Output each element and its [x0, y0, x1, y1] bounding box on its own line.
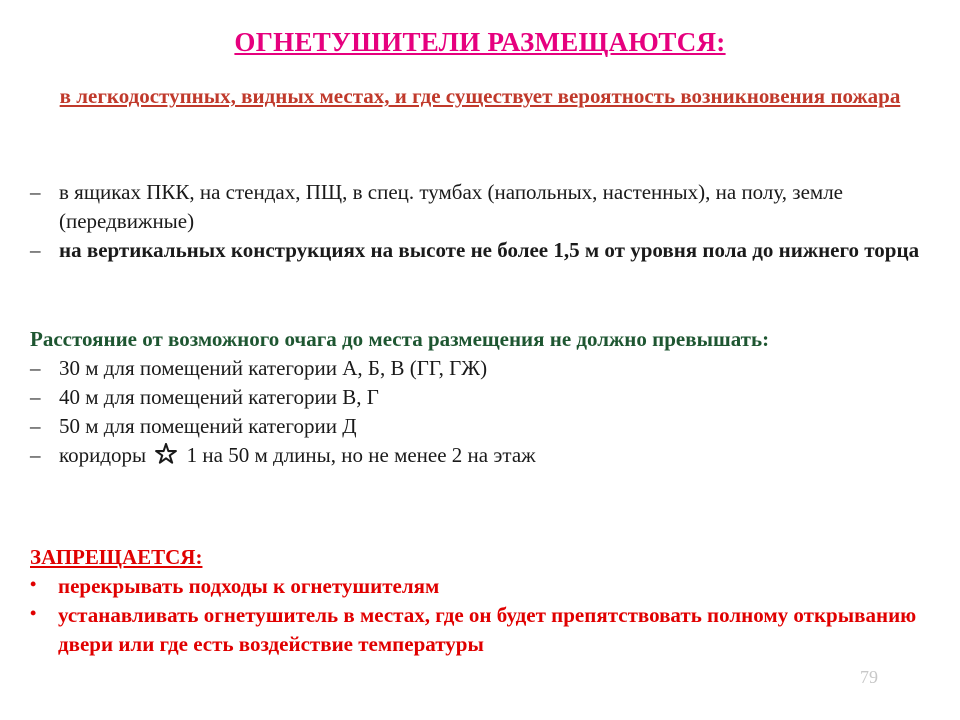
- dash-icon: –: [30, 385, 41, 409]
- corridor-label: коридоры: [59, 443, 147, 467]
- list-item-text: устанавливать огнетушитель в местах, где он будет препятствовать полному открыванию двери или где есть воздействие температуры: [58, 603, 917, 656]
- list-item: [30, 178, 930, 236]
- list-item: [30, 236, 930, 265]
- dash-icon: –: [30, 414, 41, 438]
- bullet-icon: •: [30, 603, 37, 623]
- list-item-text: 30 м для помещений категории А, Б, В (ГГ, ГЖ): [59, 356, 488, 380]
- list-item: [30, 601, 930, 659]
- list-item: [30, 412, 930, 441]
- dash-icon: –: [30, 356, 41, 380]
- dash-icon: –: [30, 238, 41, 262]
- distance-heading: Расстояние от возможного очага до места размещения не должно превышать:: [30, 327, 770, 351]
- list-item-text: 40 м для помещений категории В, Г: [59, 385, 379, 409]
- list-item-text: в ящиках ПКК, на стендах, ПЩ, в спец. тумбах (напольных, настенных), на полу, земле (передвижные): [59, 180, 843, 233]
- bullet-icon: •: [30, 574, 37, 594]
- forbidden-title: ЗАПРЕЩАЕТСЯ:: [30, 545, 203, 569]
- list-item-text: на вертикальных конструкциях на высоте не более 1,5 м от уровня пола до нижнего торца: [59, 238, 920, 262]
- list-item-text: перекрывать подходы к огнетушителям: [58, 574, 440, 598]
- list-item: [30, 354, 930, 383]
- page-number: 79: [860, 667, 878, 687]
- page-title: ОГНЕТУШИТЕЛИ РАЗМЕЩАЮТСЯ:: [234, 27, 726, 57]
- star-icon: [155, 443, 177, 465]
- forbidden-section: [30, 543, 930, 659]
- subtitle: в легкодоступных, видных местах, и где существует вероятность возникновения пожара: [59, 84, 901, 108]
- list-item-text: 50 м для помещений категории Д: [59, 414, 357, 438]
- distance-section: [30, 325, 930, 470]
- corridor-rule: 1 на 50 м длины, но не менее 2 на этаж: [186, 443, 536, 467]
- list-item: [30, 383, 930, 412]
- dash-icon: –: [30, 180, 41, 204]
- placement-list: [30, 178, 930, 265]
- dash-icon: –: [30, 443, 41, 467]
- list-item: [30, 572, 930, 601]
- list-item-corridor: [30, 441, 930, 470]
